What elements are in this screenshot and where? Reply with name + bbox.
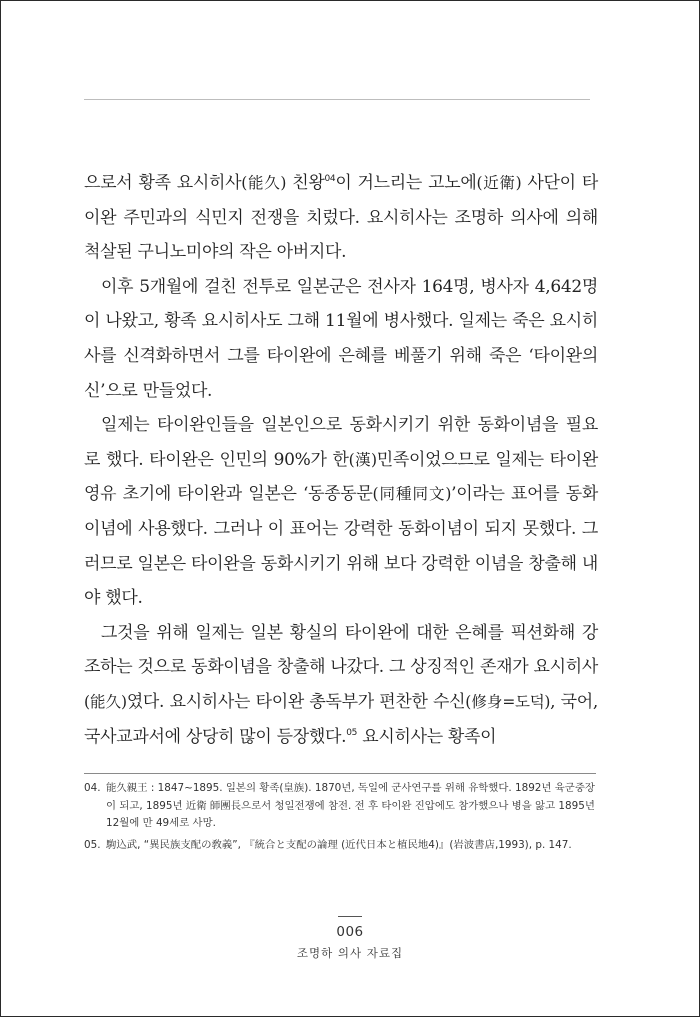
body-text [84, 166, 598, 754]
footnote-text: 能久親王 : 1847~1895. 일본의 황족(皇族). 1870년, 독일에 군사연구를 위해 유학했다. 1892년 육군중장이 되고, 1895년 近衛 師團長으로서 청일전쟁에 참전. 전 후 타이완 진압에도 참가했으나 병을 앓고 1895년 12월에 만 49세로 사망. [106, 782, 595, 829]
footnote-ref-04: 04 [324, 174, 336, 184]
footnote-05 [84, 837, 596, 855]
header-rule [84, 99, 590, 100]
paragraph-4: 그것을 위해 일제는 일본 황실의 타이완에 대한 은혜를 픽션화해 강조하는 것으로 동화이념을 창출해 나갔다. 그 상징적인 존재가 요시히사(能久)였다. 요시히사는 타이완 총독부가 편찬한 수신(修身=도덕), 국어, 국사교과서에 상당히 많이 등장했다.$^{05}$ 요시히사는 황족이 [84, 622, 598, 747]
footnote-number: 05. [84, 838, 101, 851]
footnote-number: 04. [84, 782, 101, 794]
page-number: 006 [336, 924, 364, 940]
page-number-rule [338, 916, 362, 917]
paragraph-1: 으로서 황족 요시히사(能久) 친왕$^{04}$이 거느리는 고노에(近衛) 사단이 타이완 주민과의 식민지 전쟁을 치렀다. 요시히사는 조명하 의사에 의해 척살된 구니노미야의 작은 아버지다. [84, 173, 598, 263]
footnote-04 [84, 780, 596, 833]
footnote-text: 駒込武, “異民族支配の敎義”, 『統合と支配の論理 (近代日本と植民地4)』(岩波書店,1993), p. 147. [106, 838, 572, 851]
paragraph-3: 일제는 타이완인들을 일본인으로 동화시키기 위한 동화이념을 필요로 했다. 타이완은 인민의 90%가 한(漢)민족이었으므로 일제는 타이완 영유 초기에 타이완과 일본은 ‘동종동문(同種同文)’이라는 표어를 동화이념에 사용했다. 그러나 이 표어는 강력한 동화이념이 되지 못했다. 그러므로 일본은 타이완을 동화시키기 위해 보다 강력한 이념을 창출해 내야 했다. [84, 415, 598, 609]
footnote-rule [84, 773, 596, 774]
paragraph-2: 이후 5개월에 걸친 전투로 일본군은 전사자 164명, 병사자 4,642명이 나왔고, 황족 요시히사도 그해 11월에 병사했다. 일제는 죽은 요시히사를 신격화하면서 그를 타이완에 은혜를 베풀기 위해 죽은 ‘타이완의 신’으로 만들었다. [84, 276, 598, 401]
running-title: 조명하 의사 자료집 [296, 946, 404, 960]
footnote-ref-05: 05 [346, 727, 358, 738]
page-footer [0, 916, 700, 963]
footnotes [84, 780, 596, 858]
